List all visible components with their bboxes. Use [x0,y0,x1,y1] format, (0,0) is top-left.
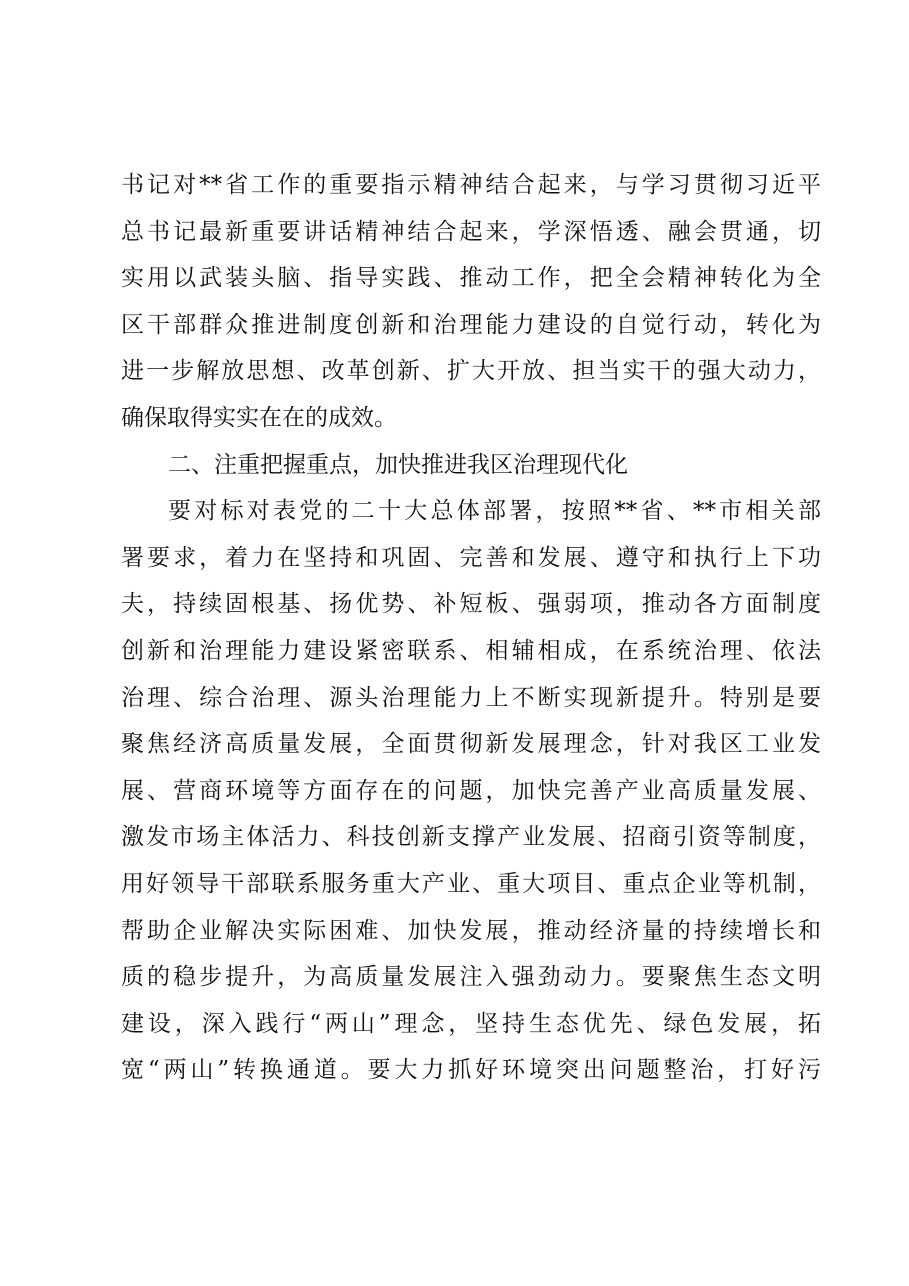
text-line: 确保取得实实在在的成效。 [121,404,397,431]
text-line: 进一步解放思想、改革创新、扩大开放、担当实干的强大动力， [121,358,821,385]
text-line: 聚焦经济高质量发展，全面贯彻新发展理念，针对我区工业发 [121,731,821,758]
section-heading: 二、注重把握重点，加快推进我区治理现代化 [168,451,628,478]
text-line: 夫，持续固根基、扬优势、补短板、强弱项，推动各方面制度 [121,591,821,618]
text-line: 帮助企业解决实际困难、加快发展，推动经济量的持续增长和 [121,917,821,944]
text-line: 用好领导干部联系服务重大产业、重大项目、重点企业等机制， [121,870,821,897]
text-line: 质的稳步提升，为高质量发展注入强劲动力。要聚焦生态文明 [121,964,821,991]
text-line: 激发市场主体活力、科技创新支撑产业发展、招商引资等制度， [121,824,821,851]
text-line: 书记对**省工作的重要指示精神结合起来，与学习贯彻习近平 [121,172,821,198]
text-line: 展、营商环境等方面存在的问题，加快完善产业高质量发展、 [121,777,821,804]
text-line: 宽“两山”转换通道。要大力抓好环境突出问题整治，打好污 [121,1057,821,1084]
text-line: 治理、综合治理、源头治理能力上不断实现新提升。特别是要 [121,684,821,711]
text-line: 区干部群众推进制度创新和治理能力建设的自觉行动，转化为 [121,311,821,338]
text-line: 创新和治理能力建设紧密联系、相辅相成，在系统治理、依法 [121,637,821,664]
text-line: 署要求，着力在坚持和巩固、完善和发展、遵守和执行上下功 [121,544,821,571]
text-line: 实用以武装头脑、指导实践、推动工作，把全会精神转化为全 [121,265,821,292]
document-body [121,162,821,1094]
text-line: 要对标对表党的二十大总体部署，按照**省、**市相关部 [168,498,821,525]
text-line: 建设，深入践行“两山”理念，坚持生态优先、绿色发展，拓 [121,1010,821,1037]
text-line: 总书记最新重要讲话精神结合起来，学深悟透、融会贯通，切 [121,218,821,245]
